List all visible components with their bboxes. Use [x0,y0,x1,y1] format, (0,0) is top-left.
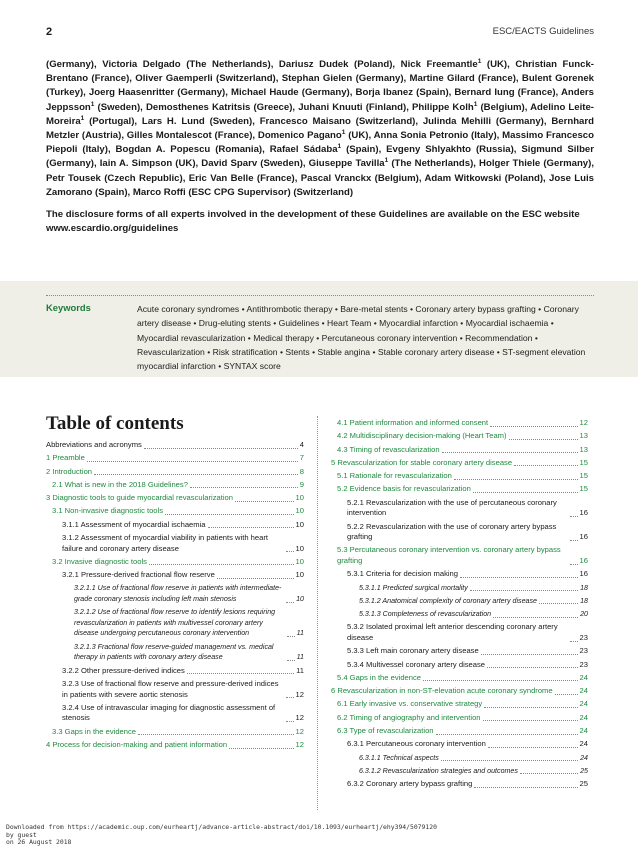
author-line: (Italy), Bogdan A. Popescu (Romania), Rafael Sádaba$^1$ (Spain), Evgeny Shlyakhto (Russia), Sigmund Silber [82,143,594,156]
toc-page-number: 12 [295,713,304,723]
toc-leader-dots [487,667,578,668]
toc-page-number: 15 [579,484,588,494]
toc-leader-dots [286,551,294,552]
toc-leader-dots [488,747,578,748]
toc-entry-label: 5 Revascularization for stable coronary artery disease [331,457,513,467]
toc-entry-label: 5.1 Rationale for revascularization [337,471,452,481]
toc-leader-dots [187,673,294,674]
toc-entry-label: 6.3.1.1 Technical aspects [359,753,439,762]
toc-entry-label: 3.2.2 Other pressure-derived indices [62,665,185,675]
toc-page-number: 20 [580,610,588,619]
toc-entry-label: 5.2.2 Revascularization with the use of coronary artery bypass grafting [347,521,557,542]
keywords-label: Keywords [46,302,91,313]
toc-entry-label: 5.3.4 Multivessel coronary artery disease [347,659,486,669]
toc-entry[interactable] [331,660,588,671]
toc-leader-dots [454,479,578,480]
toc-page-number: 16 [579,556,588,566]
toc-entry-label: 6.3.1.2 Revascularization strategies and outcomes [359,766,518,775]
toc-entry[interactable] [331,699,588,710]
toc-entry-label: 5.3.1.3 Completeness of revascularization [359,610,492,619]
toc-leader-dots [208,527,294,528]
affiliation-marker: 1 [384,157,389,165]
toc-page-number: 10 [295,493,304,503]
toc-leader-dots [138,734,294,735]
toc-page-number: 7 [299,453,304,463]
toc-leader-dots [555,694,578,695]
toc-page-number: 24 [579,726,588,735]
toc-page-number: 12 [295,726,304,736]
toc-entry-label: 2.1 What is new in the 2018 Guidelines? [52,479,188,489]
toc-page-number: 15 [579,457,588,467]
toc-entry[interactable] [331,431,588,442]
toc-page-number: 10 [295,570,304,580]
toc-leader-dots [484,707,577,708]
toc-page-number: 25 [580,766,588,775]
toc-entry-label: 3 Diagnostic tools to guide myocardial revascularization [46,493,233,503]
toc-leader-dots [287,660,295,661]
toc-entry[interactable] [331,522,588,543]
toc-page-number: 24 [579,686,588,696]
footer-line: Downloaded from https://academic.oup.com/eurheartj/advance-article-abstract/doi/10.1093/eurheartj/ehy394/5079120 [6,823,437,831]
toc-entry[interactable] [331,596,588,607]
toc-leader-dots [144,448,298,449]
toc-entry[interactable] [46,467,304,478]
author-line: (Sweden), Francesco Maisano (Switzerland), Julinda Mehilli (Germany), Bernhard Metzler (Austria), Gilles [46,115,594,142]
affiliation-marker: 1 [90,100,95,108]
toc-entry[interactable] [331,673,588,684]
affiliation-marker: 1 [341,128,346,136]
toc-page-number: 23 [579,633,588,643]
toc-entry-label: 5.2.1 Revascularization with the use of percutaneous coronary intervention [347,497,557,518]
toc-left-column [46,440,304,753]
footer-line: on 26 August 2018 [6,838,72,847]
toc-page-number: 10 [295,556,304,566]
toc-leader-dots [286,602,294,603]
toc-entry[interactable] [46,666,304,677]
toc-leader-dots [460,577,578,578]
toc-page-number: 16 [579,508,588,518]
toc-leader-dots [493,617,578,618]
toc-entry[interactable] [46,607,304,639]
toc-entry-label: 5.2 Evidence basis for revascularization [337,484,471,494]
author-line: Christian Funck-Brentano (France), Oliver Gaemperli (Switzerland), Stephan Gielen (Germany), Martine [46,59,594,85]
toc-entry[interactable] [46,533,304,554]
toc-leader-dots [570,641,578,642]
toc-leader-dots [287,636,295,637]
toc-entry-label: 3.1.2 Assessment of myocardial viability in patients with heart failure and coronary artery disease [62,532,268,553]
toc-entry[interactable] [331,686,588,697]
author-line: (Germany), Victoria Delgado (The Netherlands), Dariusz Dudek (Poland), Nick Freemantle$^1$ (UK), [46,57,510,70]
toc-page-number: 11 [296,629,304,638]
toc-page-number: 24 [579,699,588,709]
toc-leader-dots [481,654,578,655]
toc-entry-label: 3.2.4 Use of intravascular imaging for diagnostic assessment of stenosis [62,702,276,723]
toc-entry[interactable] [46,570,304,581]
toc-entry[interactable] [331,569,588,580]
toc-leader-dots [286,721,294,722]
toc-entry[interactable] [331,484,588,495]
toc-page-number: 13 [579,431,588,441]
toc-leader-dots [514,465,577,466]
toc-entry[interactable] [331,622,588,643]
toc-entry-label: 6 Revascularization in non-ST-elevation acute coronary syndrome [331,686,553,696]
toc-entry[interactable] [331,471,588,482]
toc-entry[interactable] [331,609,588,620]
toc-page-number: 23 [579,659,588,669]
toc-leader-dots [474,787,577,788]
page-header [46,26,594,40]
page-number: 2 [46,26,53,38]
toc-entry[interactable] [331,498,588,519]
toc-entry[interactable] [46,583,304,604]
toc-leader-dots [470,590,578,591]
toc-entry-label: 5.3.1 Criteria for decision making [347,569,459,579]
toc-leader-dots [423,680,578,681]
toc-entry-label: 3.3 Gaps in the evidence [52,726,137,736]
toc-entry[interactable] [46,453,304,464]
toc-entry[interactable] [46,727,304,738]
toc-entry[interactable] [331,545,588,566]
toc-entry-label: 3.2 Invasive diagnostic tools [52,556,147,566]
toc-entry-label: 6.3.1 Percutaneous coronary intervention [347,739,486,749]
footer-line: by guest [6,830,37,839]
toc-entry[interactable] [46,703,304,724]
toc-entry-label: 5.3.2 Isolated proximal left anterior descending coronary artery disease [347,622,558,643]
toc-leader-dots [94,474,298,475]
toc-entry[interactable] [46,440,304,451]
toc-leader-dots [473,492,578,493]
running-title: ESC/EACTS Guidelines [492,26,594,37]
toc-entry-label: 3.1.1 Assessment of myocardial ischaemia [62,519,206,529]
toc-entry-label: 3.2.1.1 Use of fractional flow reserve in patients with intermediate-grade coronary stenosis including left main stenosis [74,584,282,603]
toc-page-number: 4 [299,440,304,449]
toc-page-number: 11 [296,665,304,675]
author-line: Borja Ibanez (Spain), Bernard Iung (France), Anders Jeppsson$^1$ (Sweden), Demosthenes Katritsis (Greece), [46,87,595,113]
toc-page-number: 10 [295,506,304,516]
toc-entry[interactable] [331,726,588,737]
toc-leader-dots [483,720,578,721]
toc-page-number: 10 [295,543,304,553]
toc-page-number: 24 [579,672,588,682]
toc-leader-dots [490,426,577,427]
disclosure-statement: The disclosure forms of all experts involved in the development of these Guidelines are available on the ESC website www.escardio.org/guidelines [46,209,580,234]
author-line: Thiele (Germany), Petr Tousek (Czech Republic), Eric Van Belle (France), Pascal Vranckx (Belgium), Adam [46,158,595,184]
toc-page-number: 25 [579,779,588,789]
toc-page-number: 23 [579,646,588,656]
toc-entry-label: 1 Preamble [46,453,85,463]
toc-entry-label: 6.3.2 Coronary artery bypass grafting [347,779,473,789]
toc-right-column [331,418,588,792]
toc-entry[interactable] [46,480,304,491]
toc-leader-dots [539,603,578,604]
toc-entry[interactable] [46,740,304,751]
affiliation-marker: 1 [80,114,85,122]
affiliation-marker: 1 [473,100,478,108]
keywords-divider [46,295,594,296]
toc-entry-label: 4.3 Timing of revascularization [337,444,440,454]
toc-leader-dots [165,514,294,515]
download-footer [6,824,437,847]
toc-entry-label: 5.3.1.1 Predicted surgical mortality [359,583,468,592]
toc-entry[interactable] [46,506,304,517]
toc-page-number: 10 [295,519,304,529]
toc-page-number: 12 [295,739,304,749]
toc-page-number: 16 [579,532,588,542]
toc-entry-label: 3.2.1.3 Fractional flow reserve-guided management vs. medical therapy in patients with coronary artery disease [74,642,274,662]
toc-page-number: 18 [580,583,588,592]
keywords-panel [0,281,638,377]
toc-entry-label: 3.1 Non-invasive diagnostic tools [52,506,164,516]
toc-entry[interactable] [331,445,588,456]
toc-entry[interactable] [331,583,588,594]
toc-entry[interactable] [46,642,304,663]
author-line: Montalescot (France), Domenico Pagano$^1$ (UK), Anna Sonia Petronio (Italy), Massimo Francesco Piepoli [46,128,594,156]
toc-entry-label: 5.3.1.2 Anatomical complexity of coronary artery disease [359,596,537,605]
toc-page-number: 11 [296,653,304,662]
toc-leader-dots [190,487,298,488]
toc-page-number: 24 [579,712,588,722]
toc-leader-dots [570,564,578,565]
column-divider [317,416,318,810]
toc-entry[interactable] [46,679,304,700]
toc-leader-dots [570,540,578,541]
toc-leader-dots [149,564,294,565]
toc-leader-dots [235,501,294,502]
toc-entry[interactable] [46,520,304,531]
toc-entry[interactable] [331,646,588,657]
toc-leader-dots [442,452,578,453]
toc-entry-label: Abbreviations and acronyms [46,440,142,449]
toc-entry[interactable] [331,753,588,764]
keywords-text: Acute coronary syndromes • Antithrombotic therapy • Bare-metal stents • Coronary artery bypass grafting • Coronary artery disease • Drug-eluting stents • Guidelines • Heart Team • Myocardial infarction • Myocardial ischaemia • Myocardial revascularization • Medical therapy • Percutaneous coronary intervention • Recommendation • Revascularization • Risk stratification • Stents • Stable angina • Stable coronary artery disease • ST-segment elevation myocardial infarction • SYNTAX score [137,304,586,372]
toc-leader-dots [441,760,578,761]
toc-leader-dots [229,748,293,749]
toc-page-number: 12 [579,418,588,427]
toc-entry-label: 4.2 Multidisciplinary decision-making (Heart Team) [337,431,507,441]
toc-entry[interactable] [331,458,588,469]
toc-page-number: 24 [580,753,588,762]
toc-page-number: 10 [296,595,304,603]
affiliation-marker: 1 [477,57,482,65]
toc-entry[interactable] [46,557,304,568]
toc-page-number: 12 [295,689,304,699]
toc-entry-label: 6.3 Type of revascularization [337,726,434,735]
toc-leader-dots [217,578,294,579]
toc-entry-label: 5.4 Gaps in the evidence [337,672,422,682]
toc-page-number: 18 [580,596,588,605]
affiliation-marker: 1 [337,143,342,151]
toc-page-number: 15 [579,471,588,481]
toc-entry-label: 5.3.3 Left main coronary artery disease [347,646,479,656]
toc-leader-dots [436,734,578,735]
toc-entry-label: 3.2.3 Use of fractional flow reserve and pressure-derived indices in patients with severe aortic stenosis [62,678,279,699]
author-list [46,58,594,200]
toc-leader-dots [286,697,294,698]
toc-page-number: 16 [579,569,588,579]
toc-entry-label: 6.1 Early invasive vs. conservative strategy [337,699,483,709]
author-line: Gilard (France), Bulent Gorenek (Turkey), Joerg Haasenritter (Germany), Michael Haude (Germany), [46,73,594,99]
toc-title: Table of contents [46,413,184,434]
toc-page-number: 8 [299,466,304,476]
toc-entry-label: 2 Introduction [46,466,93,476]
toc-entry[interactable] [331,418,588,429]
toc-leader-dots [509,439,578,440]
toc-entry[interactable] [331,739,588,750]
toc-leader-dots [570,516,578,517]
toc-page-number: 24 [579,739,588,749]
toc-leader-dots [87,461,298,462]
author-line: Witkowski (Poland), Jose Luis Zamorano (Spain), Marco Roffi (ESC CPG Supervisor) (Switzerland) [46,172,594,198]
toc-entry-label: 4.1 Patient information and informed consent [337,418,489,427]
toc-entry[interactable] [331,779,588,790]
author-line: Juhani Knuuti (Finland), Philippe Kolh$^1$ (Belgium), Adelino Leite-Moreira$^1$ (Portugal), Lars H. Lund [46,100,594,127]
toc-entry[interactable] [331,766,588,777]
toc-page-number: 9 [299,479,304,489]
toc-entry-label: 4 Process for decision-making and patient information [46,739,228,749]
toc-entry-label: 3.2.1.2 Use of fractional flow reserve to identify lesions requiring revascularization in patients with multivessel coronary artery disease undergoing percutaneous coronary intervention [74,608,276,638]
author-line: (Germany), Iain A. Simpson (UK), David Sparv (Sweden), Giuseppe Tavilla$^1$ (The Netherlands), Holger [46,157,510,170]
toc-entry-label: 3.2.1 Pressure-derived fractional flow reserve [62,570,215,580]
toc-entry-label: 6.2 Timing of angiography and intervention [337,712,481,722]
toc-page-number: 13 [579,444,588,454]
toc-leader-dots [520,773,578,774]
toc-entry[interactable] [46,493,304,504]
toc-entry-label: 5.3 Percutaneous coronary intervention vs. coronary artery bypass grafting [337,545,561,566]
toc-entry[interactable] [331,713,588,724]
